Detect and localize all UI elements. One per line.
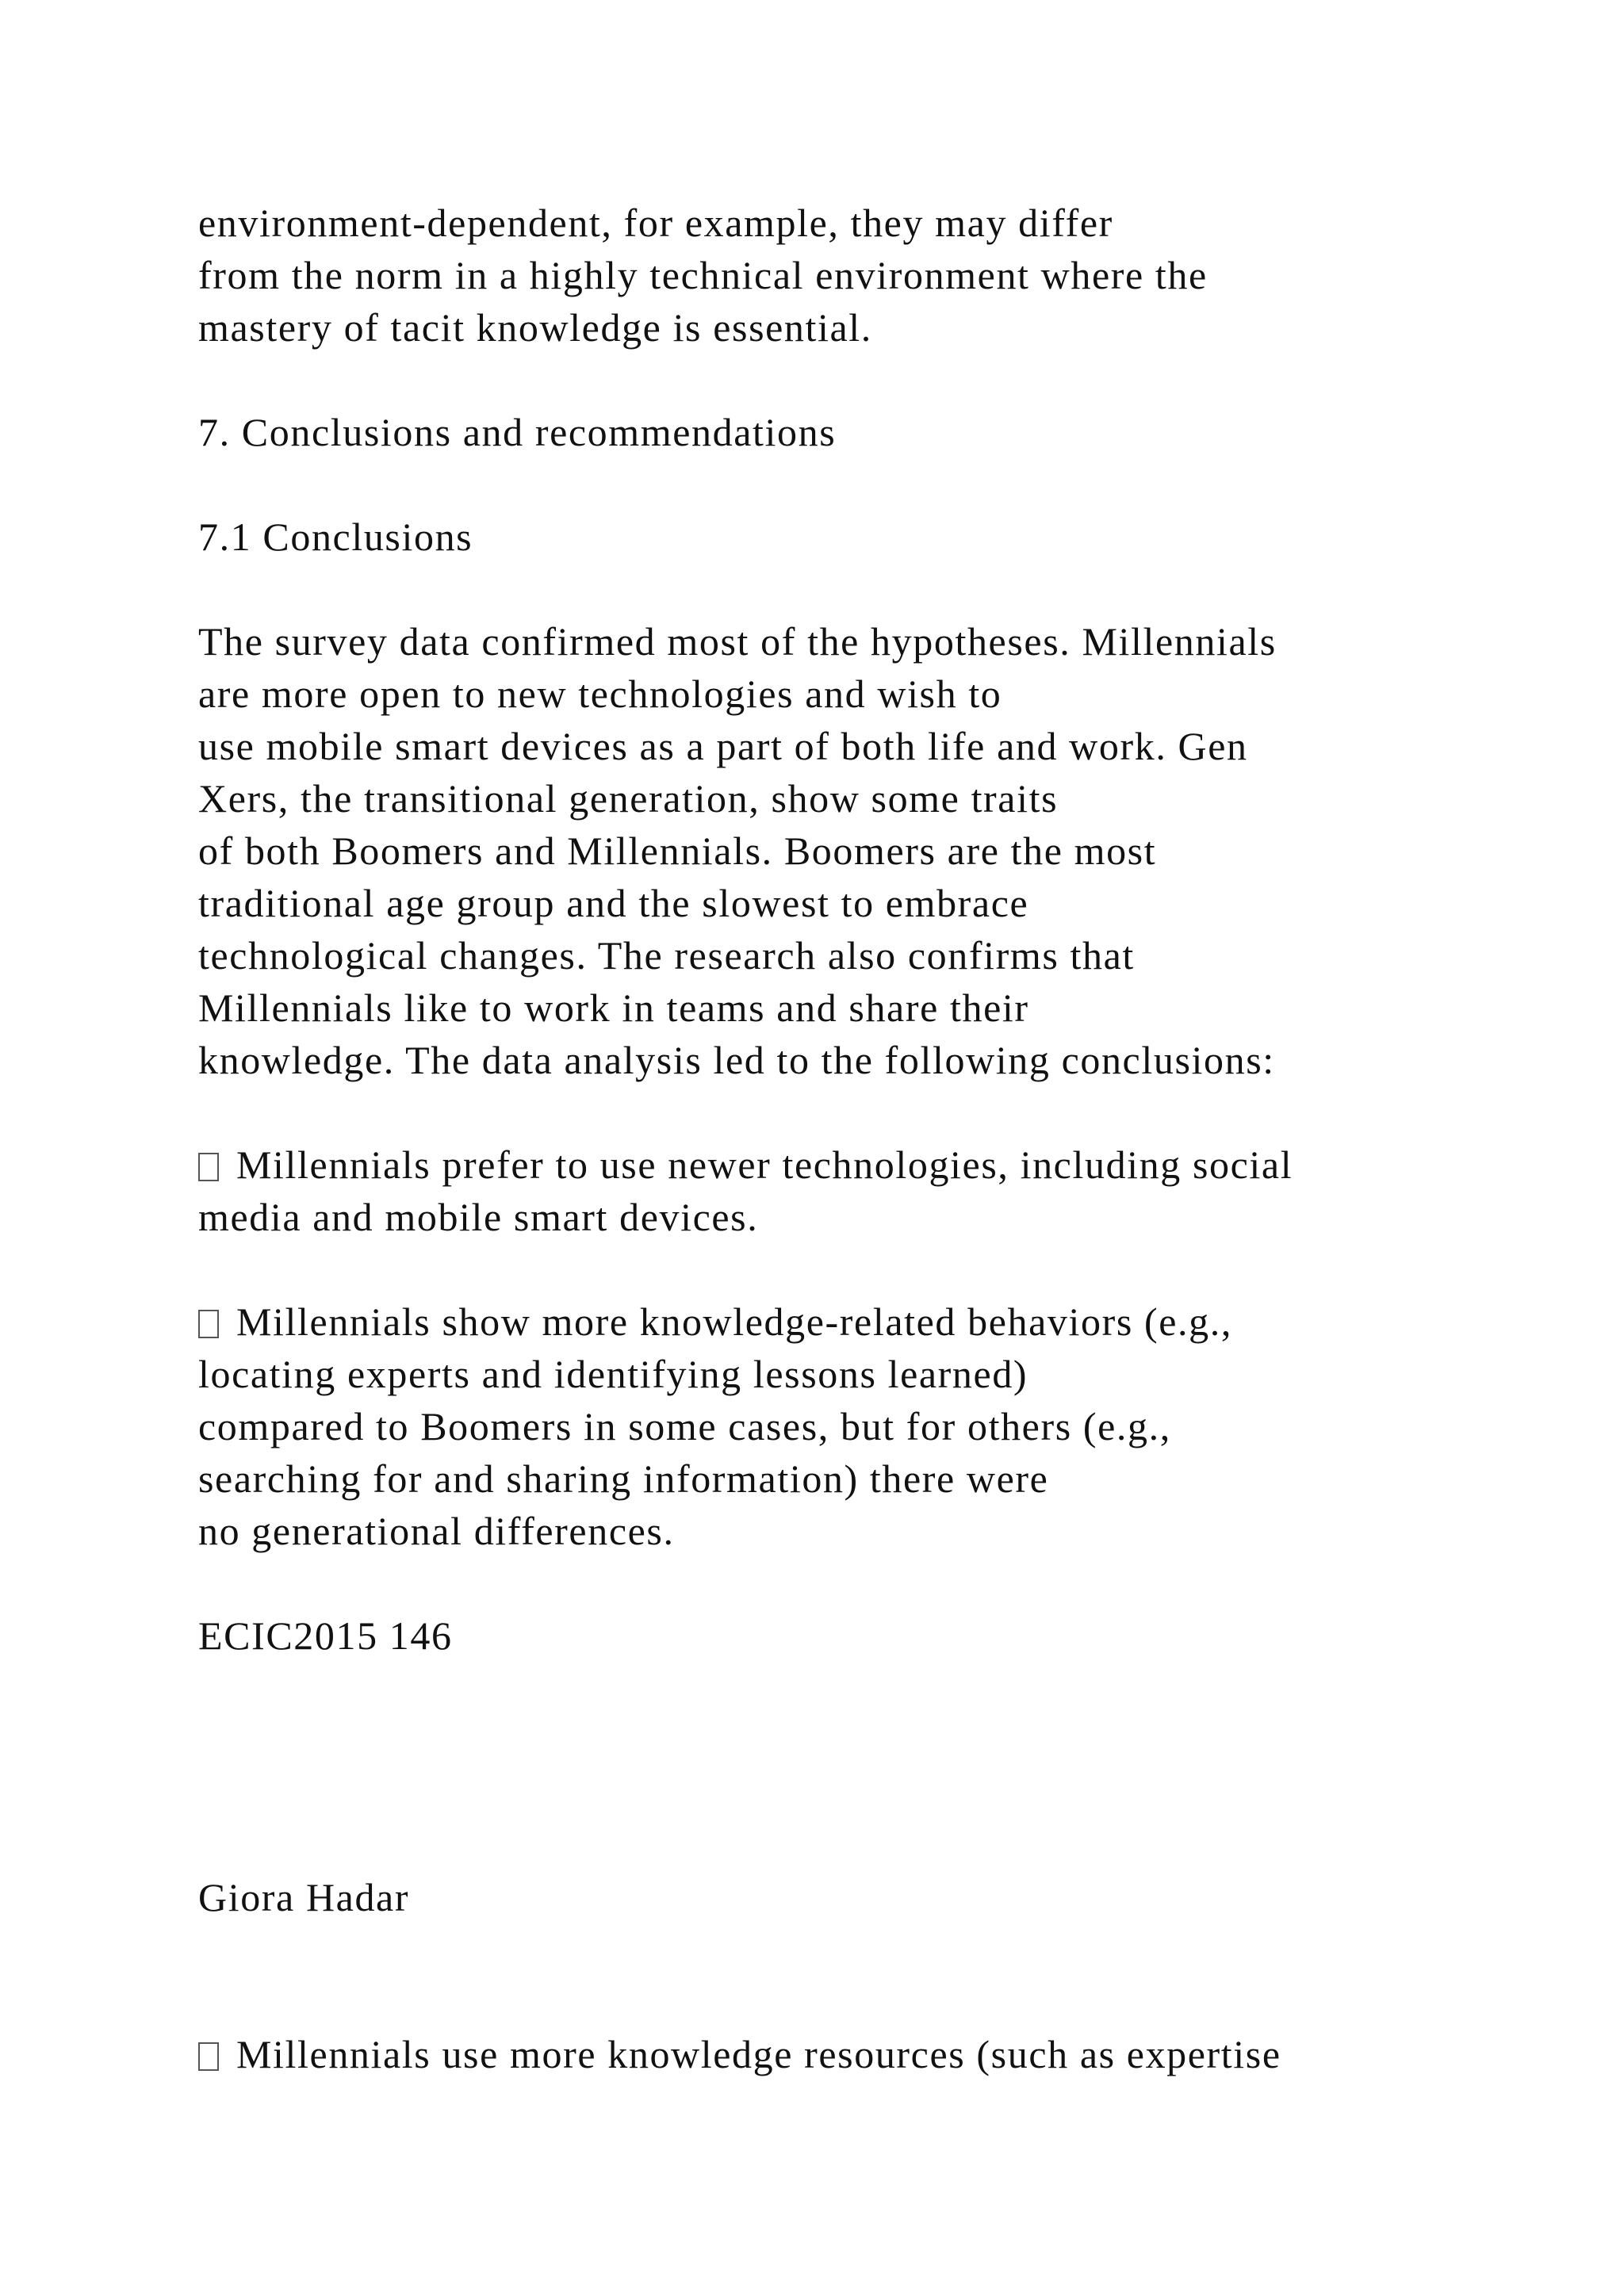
subsection-heading: 7.1 Conclusions: [198, 515, 473, 559]
paragraph-line: Xers, the transitional generation, show some traits: [198, 776, 1059, 821]
missing-glyph-box-icon: [198, 1310, 219, 1338]
paragraph-line: media and mobile smart devices.: [198, 1195, 759, 1239]
bullet-text: Millennials use more knowledge resources (such as expertise: [236, 2032, 1281, 2076]
paragraph-line: are more open to new technologies and wish to: [198, 672, 1002, 716]
bullet-text: Millennials prefer to use newer technologies, including social: [236, 1142, 1293, 1187]
bullet-text: Millennials show more knowledge-related behaviors (e.g.,: [236, 1299, 1232, 1344]
missing-glyph-box-icon: [198, 2042, 219, 2071]
paragraph-line: Millennials like to work in teams and share their: [198, 985, 1029, 1030]
paragraph-line: of both Boomers and Millennials. Boomers are the most: [198, 828, 1157, 873]
bullet-line: [198, 1295, 1232, 1348]
paragraph-line: locating experts and identifying lessons learned): [198, 1352, 1028, 1396]
paragraph-line: technological changes. The research also confirms that: [198, 933, 1135, 978]
running-header: Giora Hadar: [198, 1875, 410, 1919]
paragraph-line: mastery of tacit knowledge is essential.: [198, 305, 872, 350]
paragraph-line: no generational differences.: [198, 1509, 675, 1553]
missing-glyph-box-icon: [198, 1153, 219, 1181]
bullet-line: [198, 1138, 1293, 1191]
bullet-line: [198, 2028, 1281, 2080]
page-footer: ECIC2015 146: [198, 1613, 453, 1658]
paragraph-line: traditional age group and the slowest to embrace: [198, 881, 1029, 925]
section-heading: 7. Conclusions and recommendations: [198, 410, 837, 454]
paragraph-line: knowledge. The data analysis led to the following conclusions:: [198, 1038, 1275, 1082]
paragraph-line: from the norm in a highly technical environment where the: [198, 253, 1208, 297]
paragraph-line: environment-dependent, for example, they may differ: [198, 201, 1113, 245]
paragraph-line: The survey data confirmed most of the hypotheses. Millennials: [198, 619, 1277, 664]
paragraph-line: searching for and sharing information) there were: [198, 1456, 1049, 1501]
paragraph-line: use mobile smart devices as a part of both life and work. Gen: [198, 724, 1248, 768]
paragraph-line: compared to Boomers in some cases, but for others (e.g.,: [198, 1404, 1171, 1448]
